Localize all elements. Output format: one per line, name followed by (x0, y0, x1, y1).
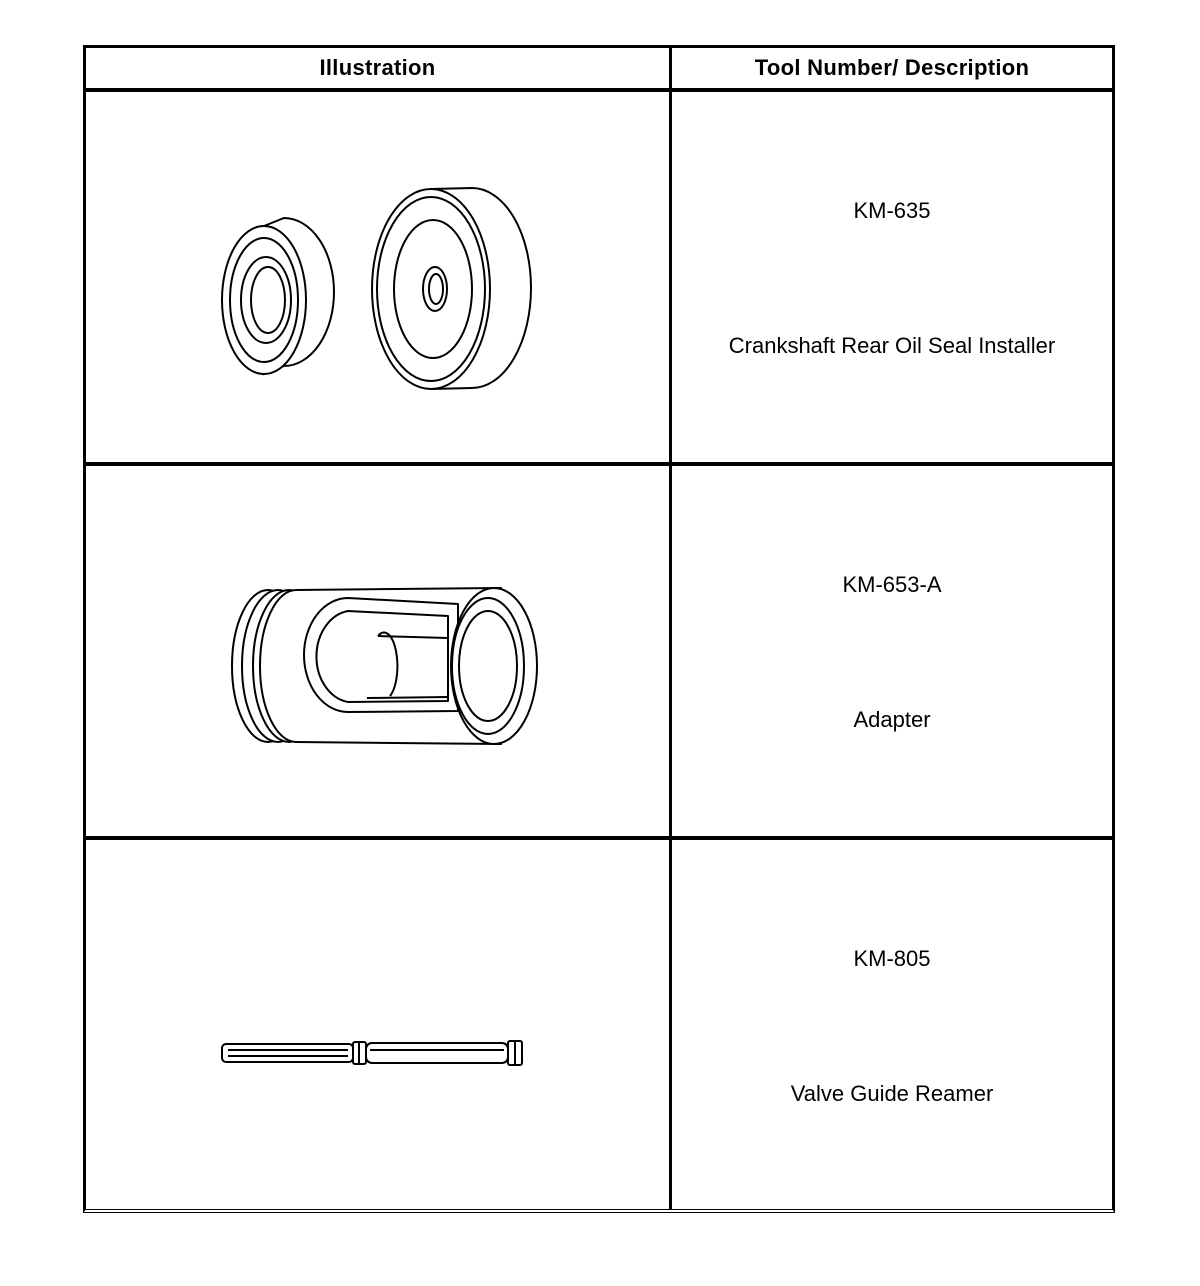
table-header-row (86, 48, 1112, 92)
description-cell (672, 840, 1112, 1210)
tool-number: KM-635 (853, 198, 931, 223)
header-cell-illustration (86, 48, 672, 88)
tool-number: KM-653-A (842, 572, 942, 597)
description-cell (672, 92, 1112, 462)
adapter-icon (86, 466, 669, 836)
table-row (86, 466, 1112, 840)
reamer-icon (86, 840, 669, 1206)
header-tool-number-description: Tool Number/ Description (754, 55, 1030, 80)
tool-number: KM-805 (853, 946, 931, 971)
seal-installer-icon (86, 92, 669, 462)
tool-description: Crankshaft Rear Oil Seal Installer (728, 333, 1056, 358)
illustration-cell (86, 466, 672, 836)
table-row (86, 840, 1112, 1210)
header-illustration: Illustration (319, 55, 436, 80)
tool-table (83, 45, 1115, 1213)
tool-description: Adapter (853, 707, 931, 732)
table-row (86, 92, 1112, 466)
illustration-cell (86, 92, 672, 462)
tool-description: Valve Guide Reamer (790, 1081, 994, 1106)
illustration-cell (86, 840, 672, 1210)
description-cell (672, 466, 1112, 836)
header-cell-tool (672, 48, 1112, 88)
